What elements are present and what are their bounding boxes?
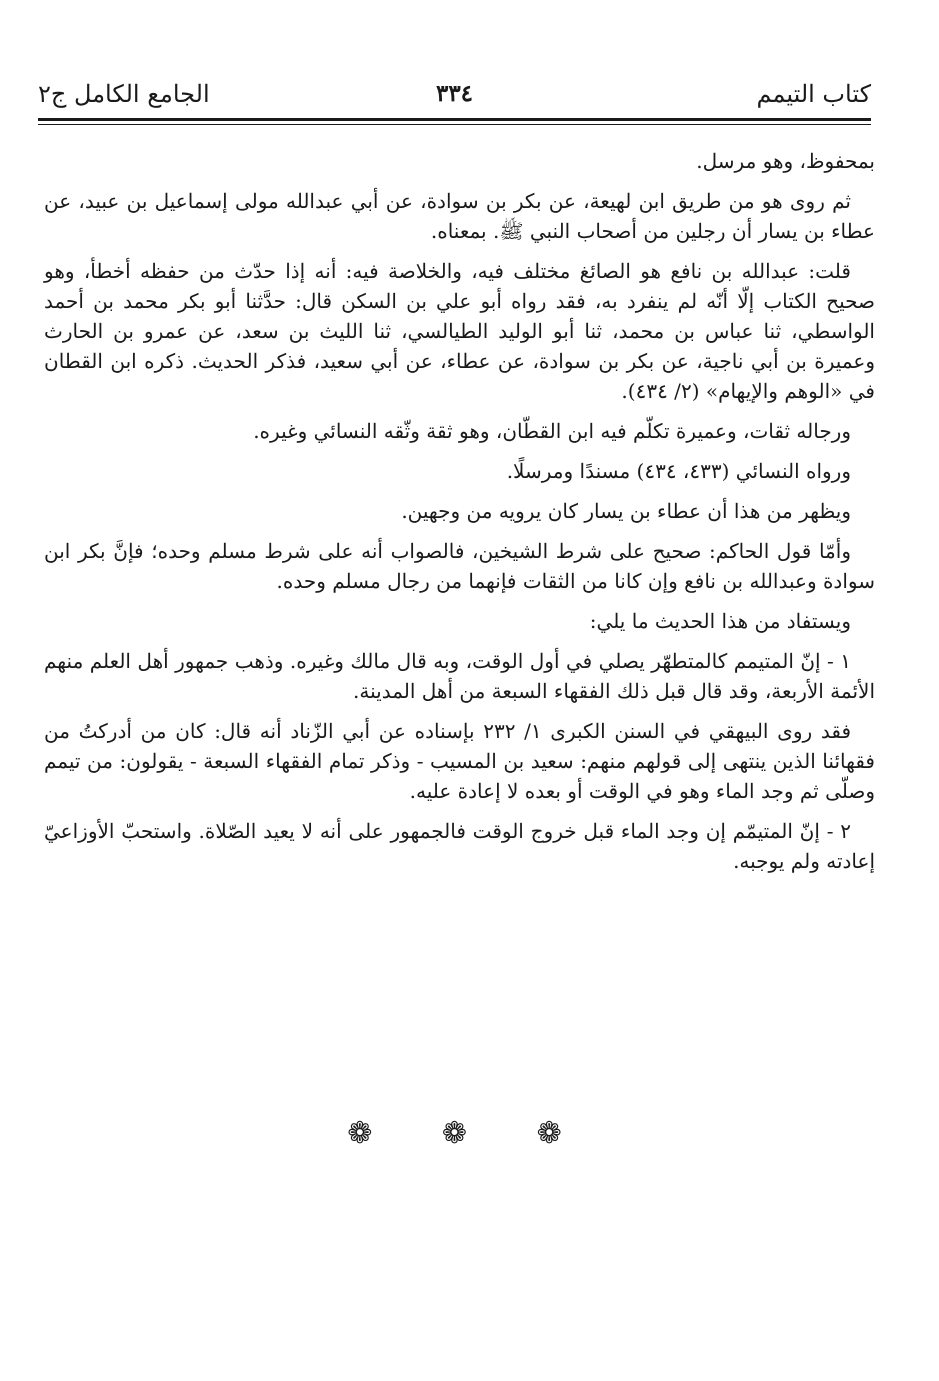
numbered-point-1: ١ - إنّ المتيمم كالمتطهّر يصلي في أول الوقت، وبه قال مالك وغيره. وذهب جمهور أهل العلم منهم الأئمة الأربعة، وقد قال قبل ذلك الفقهاء السبعة من أهل المدينة. (44, 649, 875, 703)
header-rule-thick (38, 118, 871, 121)
paragraph: ويظهر من هذا أن عطاء بن يسار كان يرويه من وجهين. (401, 499, 851, 523)
book-title: كتاب التيمم (756, 80, 871, 108)
paragraph: ورجاله ثقات، وعميرة تكلّم فيه ابن القطّان، وهو ثقة وثّقه النسائي وغيره. (253, 419, 851, 443)
paragraph: ورواه النسائي (٤٣٣، ٤٣٤) مسندًا ومرسلًا. (506, 459, 851, 483)
section-end-ornament-icon: ❁ ❁ ❁ (347, 1116, 592, 1151)
page-body (44, 146, 875, 886)
paragraph: وأمّا قول الحاكم: صحيح على شرط الشيخين، فالصواب أنه على شرط مسلم وحده؛ فإنَّ بكر ابن سوادة وعبدالله بن نافع وإن كانا من الثقات فإنهما من رجال مسلم وحده. (44, 539, 875, 593)
paragraph: ويستفاد من هذا الحديث ما يلي: (589, 609, 851, 633)
numbered-point-2: ٢ - إنّ المتيمّم إن وجد الماء قبل خروج الوقت فالجمهور على أنه لا يعيد الصّلاة. واستحبّ الأوزاعيّ إعادته ولم يوجبه. (44, 819, 875, 873)
paragraph: ثم روى هو من طريق ابن لهيعة، عن بكر بن سوادة، عن أبي عبدالله مولى إسماعيل بن عبيد، عن عطاء بن يسار أن رجلين من أصحاب النبي ﷺ. بمعناه. (44, 189, 875, 243)
header-rule-thin (38, 124, 871, 125)
page-number: ٣٣٤ (435, 80, 474, 107)
running-header (38, 76, 871, 112)
volume-title: الجامع الكامل ج٢ (38, 80, 210, 108)
paragraph-continuation: بمحفوظ، وهو مرسل. (696, 149, 875, 173)
paragraph: فقد روى البيهقي في السنن الكبرى ١/ ٢٣٢ بإسناده عن أبي الزّناد أنه قال: كان من أدركتُ من فقهائنا الذين ينتهى إلى قولهم منهم: سعيد بن المسيب - وذكر تمام الفقهاء السبعة - يقولون: من تيمم وصلّى ثم وجد الماء وهو في الوقت أو بعده لا إعادة عليه. (44, 719, 875, 803)
paragraph: قلت: عبدالله بن نافع هو الصائغ مختلف فيه، والخلاصة فيه: أنه إذا حدّث من حفظه أخطأ، وهو صحيح الكتاب إلّا أنّه لم ينفرد به، فقد رواه أبو علي بن السكن قال: حدَّثنا أبو بكر محمد بن أحمد الواسطي، ثنا عباس بن محمد، ثنا أبو الوليد الطيالسي، ثنا الليث بن سعد، عن عمرو بن الحارث وعميرة بن أبي ناجية، عن بكر بن سوادة، عن عطاء، عن أبي سعيد، فذكر الحديث. ذكره ابن القطان في «الوهم والإيهام» (٢/ ٤٣٤). (44, 259, 875, 403)
